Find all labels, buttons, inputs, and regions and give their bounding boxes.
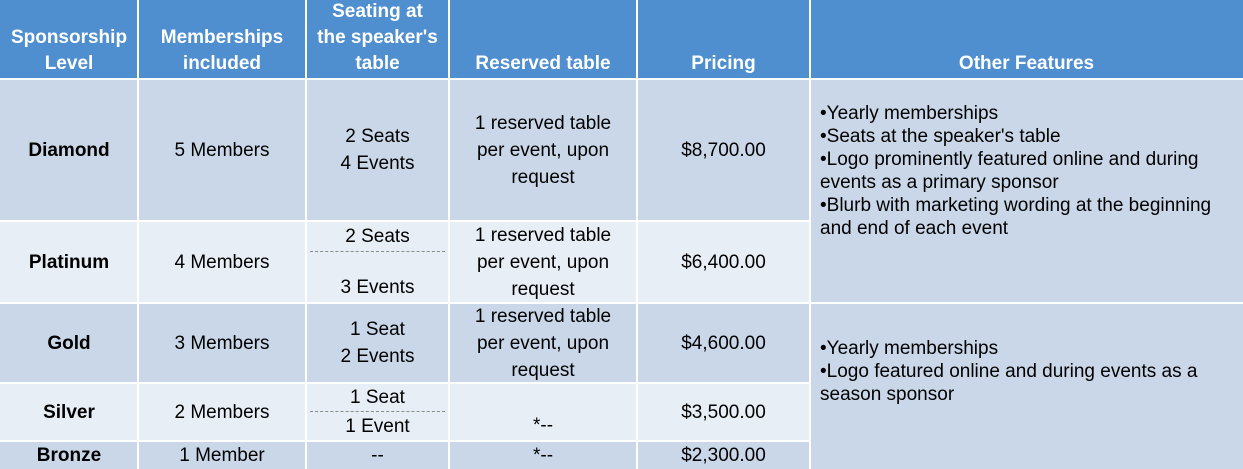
gold-level: Gold [0,303,138,383]
features-top: •Yearly memberships •Seats at the speaker's table •Logo prominently featured online and during events as a primary sponsor •Blurb with marketing wording at the beginning and end of each event [810,79,1243,303]
silver-seating-event: 1 Event [306,412,449,441]
row-divider [0,440,810,442]
silver-reserved: *-- [449,383,637,441]
diamond-level: Diamond [0,79,138,221]
header-pricing: Pricing [637,0,810,79]
silver-price: $3,500.00 [637,383,810,441]
diamond-seating: 2 Seats 4 Events [306,79,449,221]
bronze-reserved: *-- [449,441,637,469]
header-memberships-included: Memberships included [138,0,306,79]
column-divider [809,0,811,469]
diamond-members: 5 Members [138,79,306,221]
header-seating: Seating at the speaker's table [306,0,449,79]
row-divider [0,382,810,384]
gold-price: $4,600.00 [637,303,810,383]
silver-seating-divider [310,411,445,412]
platinum-reserved: 1 reserved table per event, upon request [449,221,637,303]
column-divider [137,0,139,469]
diamond-price: $8,700.00 [637,79,810,221]
platinum-seating-seats: 2 Seats [306,221,449,252]
header-sponsorship-level: Sponsorship Level [0,0,138,79]
header-reserved-table: Reserved table [449,0,637,79]
header-other-features: Other Features [810,0,1243,79]
silver-seating-seat: 1 Seat [306,383,449,412]
platinum-price: $6,400.00 [637,221,810,303]
column-divider [448,0,450,469]
bronze-level: Bronze [0,441,138,469]
silver-members: 2 Members [138,383,306,441]
platinum-level: Platinum [0,221,138,303]
gold-seating: 1 Seat 2 Events [306,303,449,383]
row-divider [0,302,1243,304]
silver-level: Silver [0,383,138,441]
gold-members: 3 Members [138,303,306,383]
features-bottom: •Yearly memberships •Logo featured online and during events as a season sponsor [810,303,1243,469]
column-divider [305,0,307,469]
diamond-reserved: 1 reserved table per event, upon request [449,79,637,221]
platinum-members: 4 Members [138,221,306,303]
row-divider [0,78,1243,80]
platinum-seating-divider [310,251,445,252]
bronze-price: $2,300.00 [637,441,810,469]
gold-reserved: 1 reserved table per event, upon request [449,303,637,383]
platinum-seating-events: 3 Events [306,252,449,303]
bronze-members: 1 Member [138,441,306,469]
bronze-seating: -- [306,441,449,469]
column-divider [636,0,638,469]
row-divider [0,220,810,222]
